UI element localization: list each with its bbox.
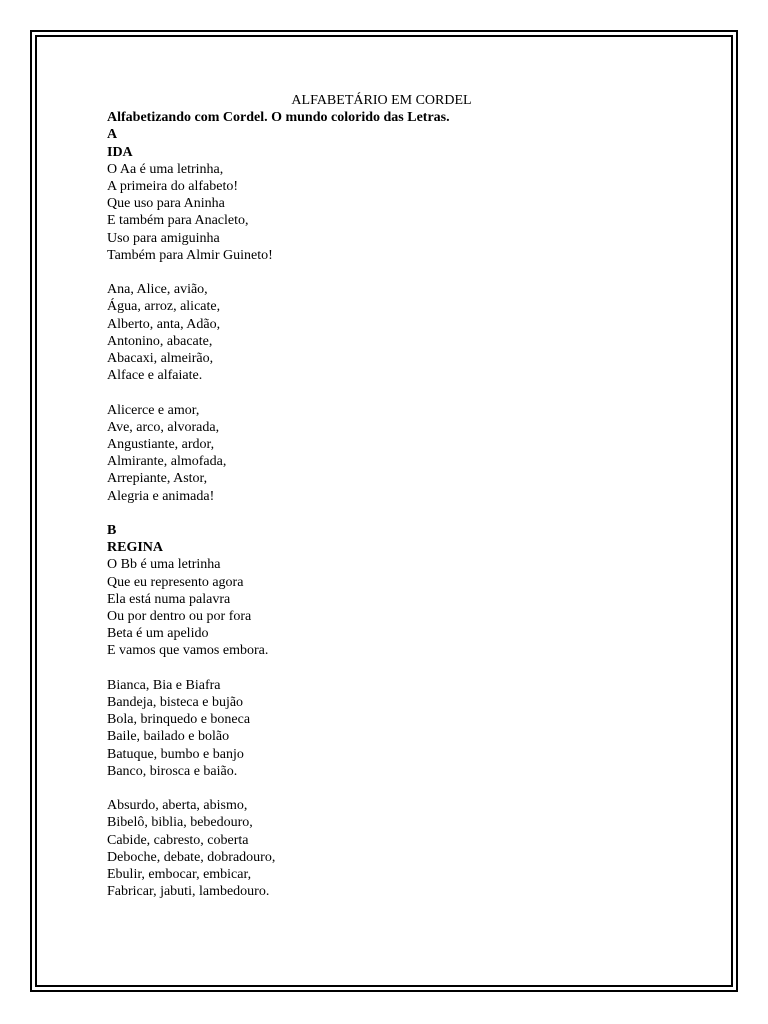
verse-line: Banco, birosca e baião. (107, 763, 238, 779)
verse-line: Fabricar, jabuti, lambedouro. (107, 884, 270, 900)
verse-line: Alberto, anta, Adão, (107, 316, 221, 332)
section-b (107, 522, 667, 900)
stanza-gap (107, 384, 667, 401)
stanza (107, 797, 667, 900)
verse-line: E também para Anacleto, (107, 213, 249, 229)
verse-line: Bandeja, bisteca e bujão (107, 695, 244, 711)
verse-line: Que eu represento agora (107, 574, 244, 590)
verse-line: Deboche, debate, dobradouro, (107, 849, 276, 865)
verse-line: O Bb é uma letrinha (107, 557, 221, 573)
section-letter: B (107, 523, 117, 539)
verse-line: Bianca, Bia e Biafra (107, 677, 221, 693)
document-subtitle: Alfabetizando com Cordel. O mundo colorido das Letras. (107, 110, 450, 126)
section-a (107, 126, 667, 522)
verse-line: Ou por dentro ou por fora (107, 609, 252, 625)
verse-line: Também para Almir Guineto! (107, 247, 273, 263)
stanza (107, 556, 667, 659)
stanza (107, 677, 667, 780)
verse-line: Angustiante, ardor, (107, 437, 215, 453)
verse-line: Bola, brinquedo e boneca (107, 712, 251, 728)
verse-line: Abacaxi, almeirão, (107, 351, 214, 367)
section-name: REGINA (107, 540, 164, 556)
verse-line: Alicerce e amor, (107, 402, 200, 418)
verse-line: Que uso para Aninha (107, 196, 225, 212)
verse-line: A primeira do alfabeto! (107, 179, 239, 195)
verse-line: E vamos que vamos embora. (107, 643, 269, 659)
verse-line: Alface e alfaiate. (107, 368, 203, 384)
verse-line: Uso para amiguinha (107, 230, 220, 246)
stanza-gap (107, 780, 667, 797)
verse-line: Arrepiante, Astor, (107, 471, 208, 487)
verse-line: Ana, Alice, avião, (107, 282, 208, 298)
verse-line: Bibelô, biblia, bebedouro, (107, 815, 253, 831)
verse-line: Beta é um apelido (107, 626, 209, 642)
verse-line: Baile, bailado e bolão (107, 729, 230, 745)
verse-line: Água, arroz, alicate, (107, 299, 221, 315)
section-gap (107, 505, 667, 522)
verse-line: Ave, arco, alvorada, (107, 419, 220, 435)
verse-line: Absurdo, aberta, abismo, (107, 798, 248, 814)
verse-line: Ebulir, embocar, embicar, (107, 867, 252, 883)
document-body (107, 92, 667, 900)
stanza-gap (107, 264, 667, 281)
verse-line: Alegria e animada! (107, 488, 215, 504)
stanza-gap (107, 660, 667, 677)
stanza (107, 402, 667, 505)
stanza (107, 161, 667, 264)
verse-line: Ela está numa palavra (107, 591, 231, 607)
verse-line: Antonino, abacate, (107, 333, 213, 349)
verse-line: Almirante, almofada, (107, 454, 227, 470)
document-title: ALFABETÁRIO EM CORDEL (291, 93, 472, 108)
verse-line: Batuque, bumbo e banjo (107, 746, 244, 762)
verse-line: Cabide, cabresto, coberta (107, 832, 249, 848)
verse-line: O Aa é uma letrinha, (107, 161, 224, 177)
section-name: IDA (107, 144, 133, 160)
stanza (107, 281, 667, 384)
section-letter: A (107, 127, 118, 143)
